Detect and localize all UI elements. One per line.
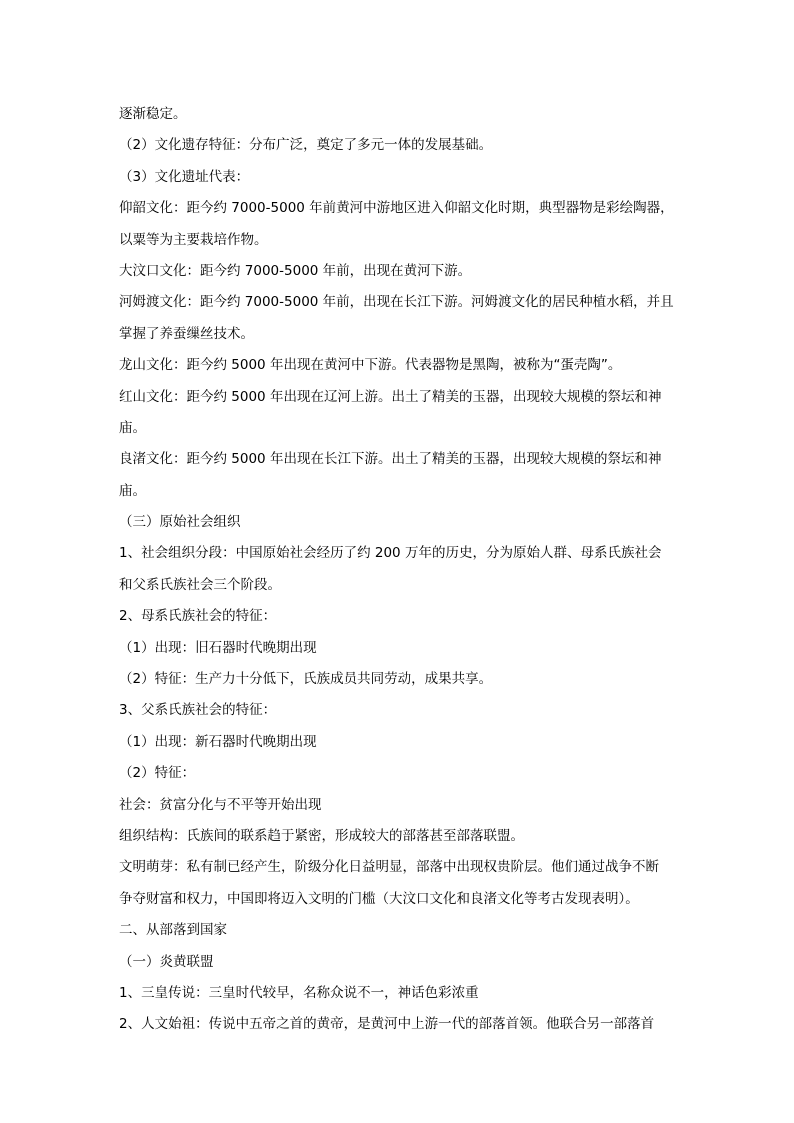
text-line: （2）文化遗存特征：分布广泛，奠定了多元一体的发展基础。 <box>119 137 493 154</box>
text-line: 逐渐稳定。 <box>119 106 187 122</box>
text-line: 良渚文化：距今约 5000 年出现在长江下游。出土了精美的玉器，出现较大规模的祭坛和神 <box>119 451 662 468</box>
section-heading: （一）炎黄联盟 <box>119 953 214 970</box>
text-line: 1、社会组织分段：中国原始社会经历了约 200 万年的历史，分为原始人群、母系氏族社会 <box>119 545 662 562</box>
text-line: 3、父系氏族社会的特征： <box>119 702 277 719</box>
text-line: （2）特征：生产力十分低下，氏族成员共同劳动，成果共享。 <box>119 671 493 688</box>
text-line: 河姆渡文化：距今约 7000-5000 年前，出现在长江下游。河姆渡文化的居民种植水稻，并且 <box>119 294 674 311</box>
text-line: 争夺财富和权力，中国即将迈入文明的门槛（大汶口文化和良渚文化等考古发现表明）。 <box>119 890 639 907</box>
document-body <box>119 99 679 1041</box>
text-line: （1）出现：旧石器时代晚期出现 <box>119 639 317 656</box>
text-line: 庙。 <box>119 419 146 436</box>
text-line: 红山文化：距今约 5000 年出现在辽河上游。出土了精美的玉器，出现较大规模的祭坛和神 <box>119 388 662 405</box>
section-heading: （三）原始社会组织 <box>119 514 241 531</box>
text-line: （1）出现：新石器时代晚期出现 <box>119 733 317 750</box>
text-line: 社会：贫富分化与不平等开始出现 <box>119 796 322 813</box>
text-line: 1、三皇传说：三皇时代较早，名称众说不一，神话色彩浓重 <box>119 984 479 1001</box>
text-line: 掌握了养蚕缫丝技术。 <box>119 325 254 342</box>
text-line: 以粟等为主要栽培作物。 <box>119 231 268 248</box>
text-line: 2、母系氏族社会的特征： <box>119 608 277 625</box>
text-line: 龙山文化：距今约 5000 年出现在黄河中下游。代表器物是黑陶，被称为“蛋壳陶”。 <box>119 357 622 374</box>
text-line: （3）文化遗址代表： <box>119 168 250 185</box>
text-line: 庙。 <box>119 482 146 499</box>
text-line: 和父系氏族社会三个阶段。 <box>119 576 281 593</box>
text-line: 大汶口文化：距今约 7000-5000 年前，出现在黄河下游。 <box>119 262 472 279</box>
section-heading: 二、从部落到国家 <box>119 922 227 939</box>
text-line: 仰韶文化：距今约 7000-5000 年前黄河中游地区进入仰韶文化时期，典型器物是彩绘陶器， <box>119 200 674 217</box>
text-line: 组织结构：氏族间的联系趋于紧密，形成较大的部落甚至部落联盟。 <box>119 827 524 844</box>
text-line: （2）特征： <box>119 765 196 782</box>
text-line: 2、人文始祖：传说中五帝之首的黄帝，是黄河中上游一代的部落首领。他联合另一部落首 <box>119 1016 655 1033</box>
text-line: 文明萌芽：私有制已经产生，阶级分化日益明显，部落中出现权贵阶层。他们通过战争不断 <box>119 859 659 876</box>
